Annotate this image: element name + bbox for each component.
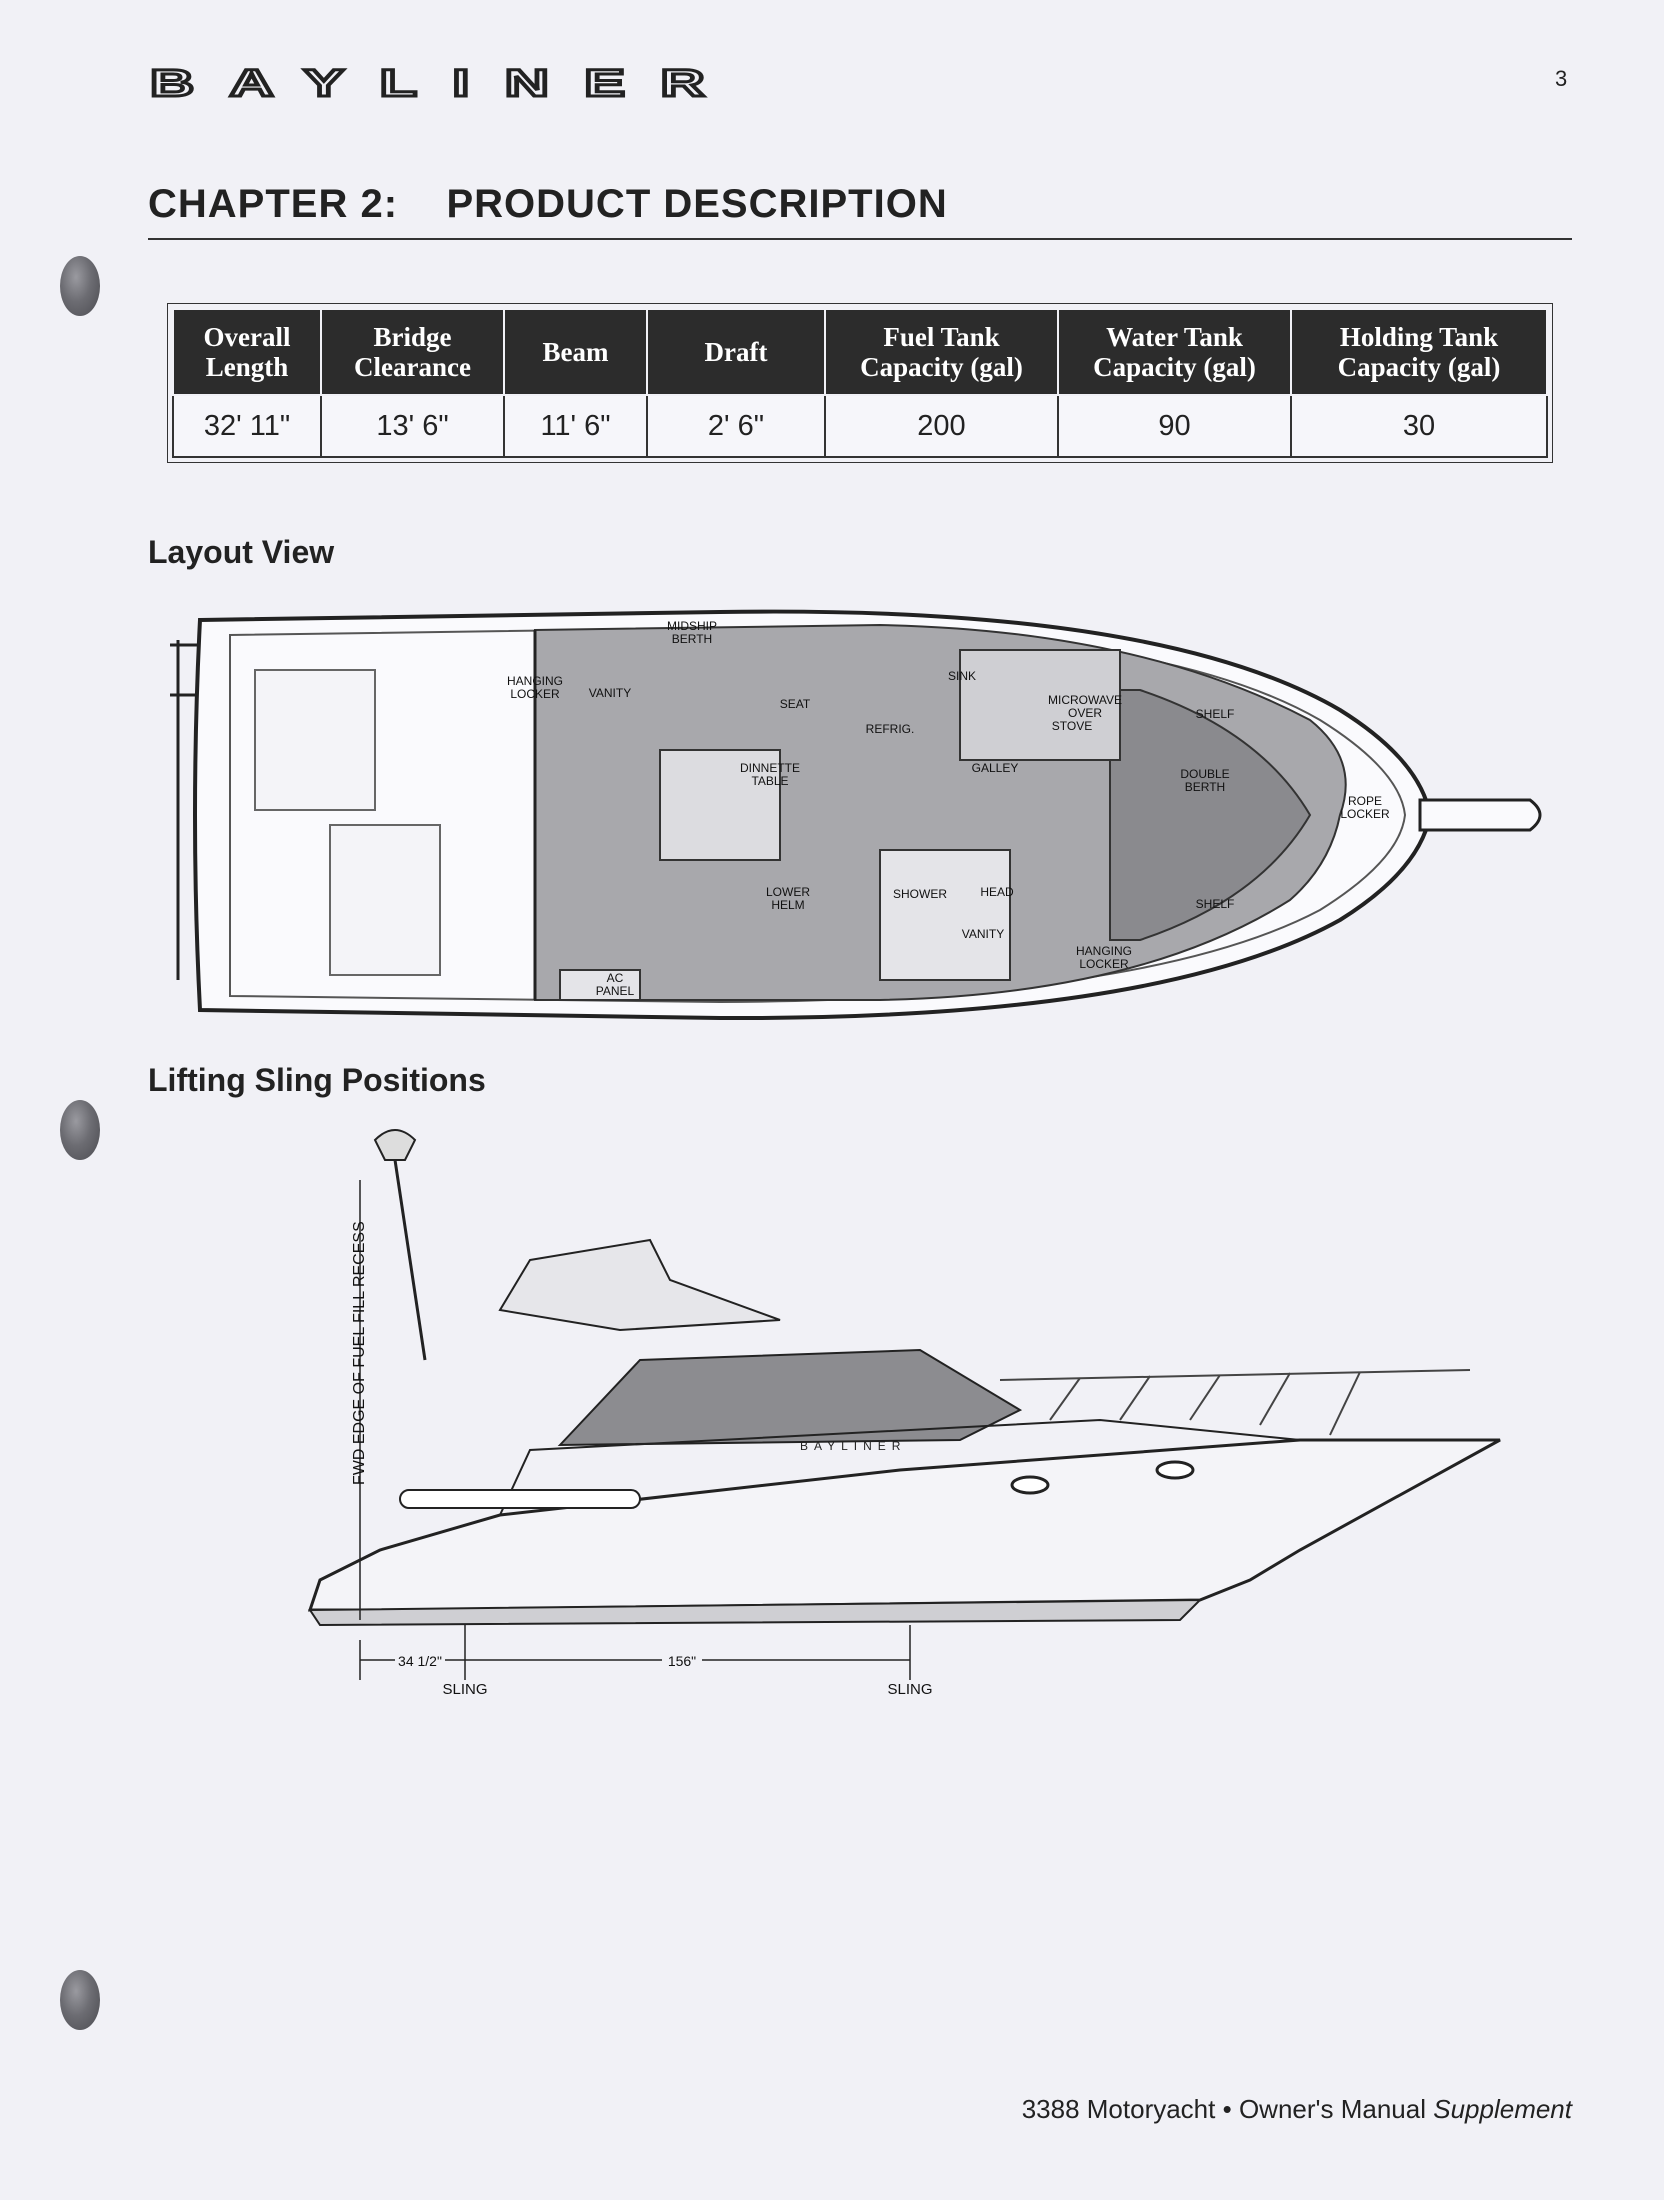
sling-label-1: SLING (442, 1681, 488, 1698)
value-water-tank: 90 (1058, 395, 1291, 457)
label-ac-panel-1: AC (606, 971, 624, 985)
header-beam: Beam (504, 309, 647, 395)
title-divider (148, 238, 1572, 240)
label-shower: SHOWER (893, 887, 947, 901)
stern-window (400, 1490, 640, 1508)
spec-value-row (173, 395, 1547, 457)
header-water-tank: Water Tank Capacity (gal) (1058, 309, 1291, 395)
label-rope-locker-2: LOCKER (1340, 807, 1390, 821)
vertical-label: FWD EDGE OF FUEL FILL RECESS (351, 1221, 368, 1485)
arch-post (395, 1160, 425, 1360)
value-beam: 11' 6" (504, 395, 647, 457)
label-shelf-bottom: SHELF (1195, 897, 1235, 911)
layout-view-heading: Layout View (148, 534, 335, 570)
header-overall-length: Overall Length (173, 309, 321, 395)
lifting-sling-heading: Lifting Sling Positions (148, 1062, 486, 1098)
binder-hole-middle (60, 1100, 100, 1160)
cockpit-seat-upper (255, 670, 375, 810)
footer-bullet: • (1222, 2094, 1232, 2124)
label-ac-panel-2: PANEL (595, 984, 635, 998)
label-lower-helm-2: HELM (771, 898, 805, 912)
label-midship-berth-2: BERTH (671, 632, 713, 646)
label-hanging-locker-fwd-1: HANGING (506, 674, 564, 688)
label-hanging-locker-fwd-2: LOCKER (510, 687, 560, 701)
cabin-windows (560, 1350, 1020, 1445)
cockpit-seat-lower (330, 825, 440, 975)
label-seat: SEAT (779, 697, 811, 711)
dim-label-1: 34 1/2" (398, 1653, 442, 1669)
label-sink: SINK (947, 669, 977, 683)
porthole-2 (1157, 1462, 1193, 1478)
label-microwave-2: OVER (1067, 706, 1103, 720)
footer-manual: Owner's Manual (1238, 2094, 1426, 2124)
binder-hole-bottom (60, 1970, 100, 2030)
sling-label-2: SLING (887, 1681, 933, 1698)
spec-header-row (173, 309, 1547, 395)
hull-side-outline (310, 1440, 1500, 1610)
dim-label-2: 156" (667, 1653, 697, 1669)
label-double-berth-2: BERTH (1184, 780, 1226, 794)
header-bridge-clearance: Bridge Clearance (321, 309, 504, 395)
page-footer (1022, 2094, 1572, 2125)
label-vanity-fwd: VANITY (588, 686, 632, 700)
label-microwave-3: STOVE (1051, 719, 1093, 733)
label-dinnette-2: TABLE (751, 774, 789, 788)
head-compartment (880, 850, 1010, 980)
label-hanging-locker-aft-1: HANGING (1075, 944, 1133, 958)
value-holding-tank: 30 (1291, 395, 1547, 457)
brand-logo-text: BAYLINER (150, 66, 740, 100)
footer-model: 3388 Motoryacht (1021, 2094, 1216, 2124)
lifting-sling-diagram (200, 1120, 1520, 1740)
footer-supplement: Supplement (1433, 2094, 1572, 2124)
layout-view-diagram (160, 600, 1560, 1030)
value-fuel-tank: 200 (825, 395, 1058, 457)
header-holding-tank: Holding Tank Capacity (gal) (1291, 309, 1547, 395)
label-midship-berth-1: MIDSHIP (666, 619, 718, 633)
chapter-title: CHAPTER 2: PRODUCT DESCRIPTION (148, 182, 948, 226)
label-shelf-top: SHELF (1195, 707, 1235, 721)
label-double-berth-1: DOUBLE (1180, 767, 1230, 781)
label-galley: GALLEY (971, 761, 1019, 775)
label-head: HEAD (980, 885, 1014, 899)
bayliner-logo (150, 66, 750, 100)
bow-rail (1000, 1370, 1470, 1435)
hull-brand-text: BAYLINER (800, 1439, 907, 1453)
porthole-1 (1012, 1477, 1048, 1493)
header-draft: Draft (647, 309, 825, 395)
page-number: 3 (1555, 66, 1568, 91)
label-lower-helm-1: LOWER (765, 885, 811, 899)
label-vanity-aft: VANITY (961, 927, 1005, 941)
label-dinnette-1: DINNETTE (740, 761, 800, 775)
radar-arch (375, 1130, 415, 1160)
spec-table (172, 308, 1548, 458)
binder-hole-top (60, 256, 100, 316)
label-hanging-locker-aft-2: LOCKER (1079, 957, 1129, 971)
value-bridge-clearance: 13' 6" (321, 395, 504, 457)
label-microwave-1: MICROWAVE (1048, 693, 1122, 707)
bow-pulpit (1420, 800, 1540, 830)
value-draft: 2' 6" (647, 395, 825, 457)
label-rope-locker-1: ROPE (1347, 794, 1383, 808)
flybridge-top (500, 1240, 780, 1330)
value-overall-length: 32' 11" (173, 395, 321, 457)
label-refrig: REFRIG. (865, 722, 915, 736)
header-fuel-tank: Fuel Tank Capacity (gal) (825, 309, 1058, 395)
